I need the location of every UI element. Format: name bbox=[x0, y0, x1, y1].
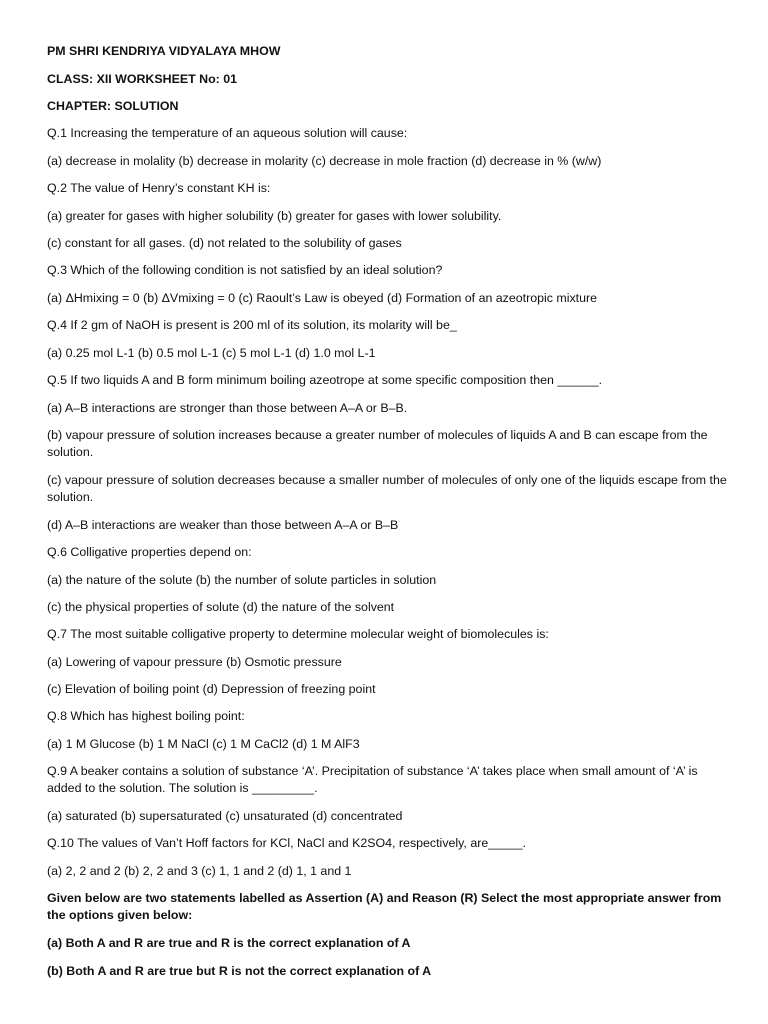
question-5: Q.5 If two liquids A and B form minimum boiling azeotrope at some specific composition then ______. bbox=[47, 373, 603, 387]
question-1-options: (a) decrease in molality (b) decrease in molarity (c) decrease in mole fraction (d) decrease in % (w/w) bbox=[47, 154, 602, 168]
question-8-options: (a) 1 M Glucose (b) 1 M NaCl (c) 1 M CaCl2 (d) 1 M AlF3 bbox=[47, 737, 360, 751]
question-1: Q.1 Increasing the temperature of an aqueous solution will cause: bbox=[47, 126, 408, 140]
assertion-reason-option-a: (a) Both A and R are true and R is the correct explanation of A bbox=[47, 936, 411, 950]
assertion-reason-intro: Given below are two statements labelled as Assertion (A) and Reason (R) Select the most appropriate answer from the options given below: bbox=[47, 891, 722, 922]
question-7-options-cd: (c) Elevation of boiling point (d) Depression of freezing point bbox=[47, 682, 376, 696]
question-6: Q.6 Colligative properties depend on: bbox=[47, 545, 252, 559]
question-10: Q.10 The values of Van’t Hoff factors for KCl, NaCl and K2SO4, respectively, are_____. bbox=[47, 836, 527, 850]
question-6-options-cd: (c) the physical properties of solute (d) the nature of the solvent bbox=[47, 600, 395, 614]
question-5-option-d: (d) A–B interactions are weaker than those between A–A or B–B bbox=[47, 518, 399, 532]
question-9: Q.9 A beaker contains a solution of substance ‘A’. Precipitation of substance ‘A’ takes place when small amount of ‘A’ is added to the solution. The solution is _________. bbox=[47, 764, 698, 795]
question-5-option-c: (c) vapour pressure of solution decreases because a smaller number of molecules of only one of the liquids escape from the solution. bbox=[47, 473, 727, 504]
question-3: Q.3 Which of the following condition is not satisfied by an ideal solution? bbox=[47, 263, 443, 277]
question-8: Q.8 Which has highest boiling point: bbox=[47, 709, 245, 723]
question-9-options: (a) saturated (b) supersaturated (c) unsaturated (d) concentrated bbox=[47, 809, 403, 823]
question-6-options-ab: (a) the nature of the solute (b) the number of solute particles in solution bbox=[47, 573, 437, 587]
question-3-options: (a) ΔHmixing = 0 (b) ΔVmixing = 0 (c) Raoult’s Law is obeyed (d) Formation of an azeotropic mixture bbox=[47, 291, 598, 305]
chapter-title: CHAPTER: SOLUTION bbox=[47, 99, 179, 113]
question-7: Q.7 The most suitable colligative property to determine molecular weight of biomolecules is: bbox=[47, 627, 549, 641]
question-10-options: (a) 2, 2 and 2 (b) 2, 2 and 3 (c) 1, 1 and 2 (d) 1, 1 and 1 bbox=[47, 864, 352, 878]
class-worksheet-line: CLASS: XII WORKSHEET No: 01 bbox=[47, 72, 238, 86]
assertion-reason-option-b: (b) Both A and R are true but R is not the correct explanation of A bbox=[47, 964, 432, 978]
question-4: Q.4 If 2 gm of NaOH is present is 200 ml of its solution, its molarity will be_ bbox=[47, 318, 457, 332]
question-5-option-b: (b) vapour pressure of solution increases because a greater number of molecules of liquids A and B can escape from the solution. bbox=[47, 428, 708, 459]
question-5-option-a: (a) A–B interactions are stronger than those between A–A or B–B. bbox=[47, 401, 408, 415]
question-7-options-ab: (a) Lowering of vapour pressure (b) Osmotic pressure bbox=[47, 655, 342, 669]
school-name: PM SHRI KENDRIYA VIDYALAYA MHOW bbox=[47, 44, 281, 58]
question-2-options-cd: (c) constant for all gases. (d) not related to the solubility of gases bbox=[47, 236, 402, 250]
question-2: Q.2 The value of Henry’s constant KH is: bbox=[47, 181, 271, 195]
question-2-options-ab: (a) greater for gases with higher solubility (b) greater for gases with lower solubility. bbox=[47, 209, 502, 223]
question-4-options: (a) 0.25 mol L-1 (b) 0.5 mol L-1 (c) 5 mol L-1 (d) 1.0 mol L-1 bbox=[47, 346, 376, 360]
